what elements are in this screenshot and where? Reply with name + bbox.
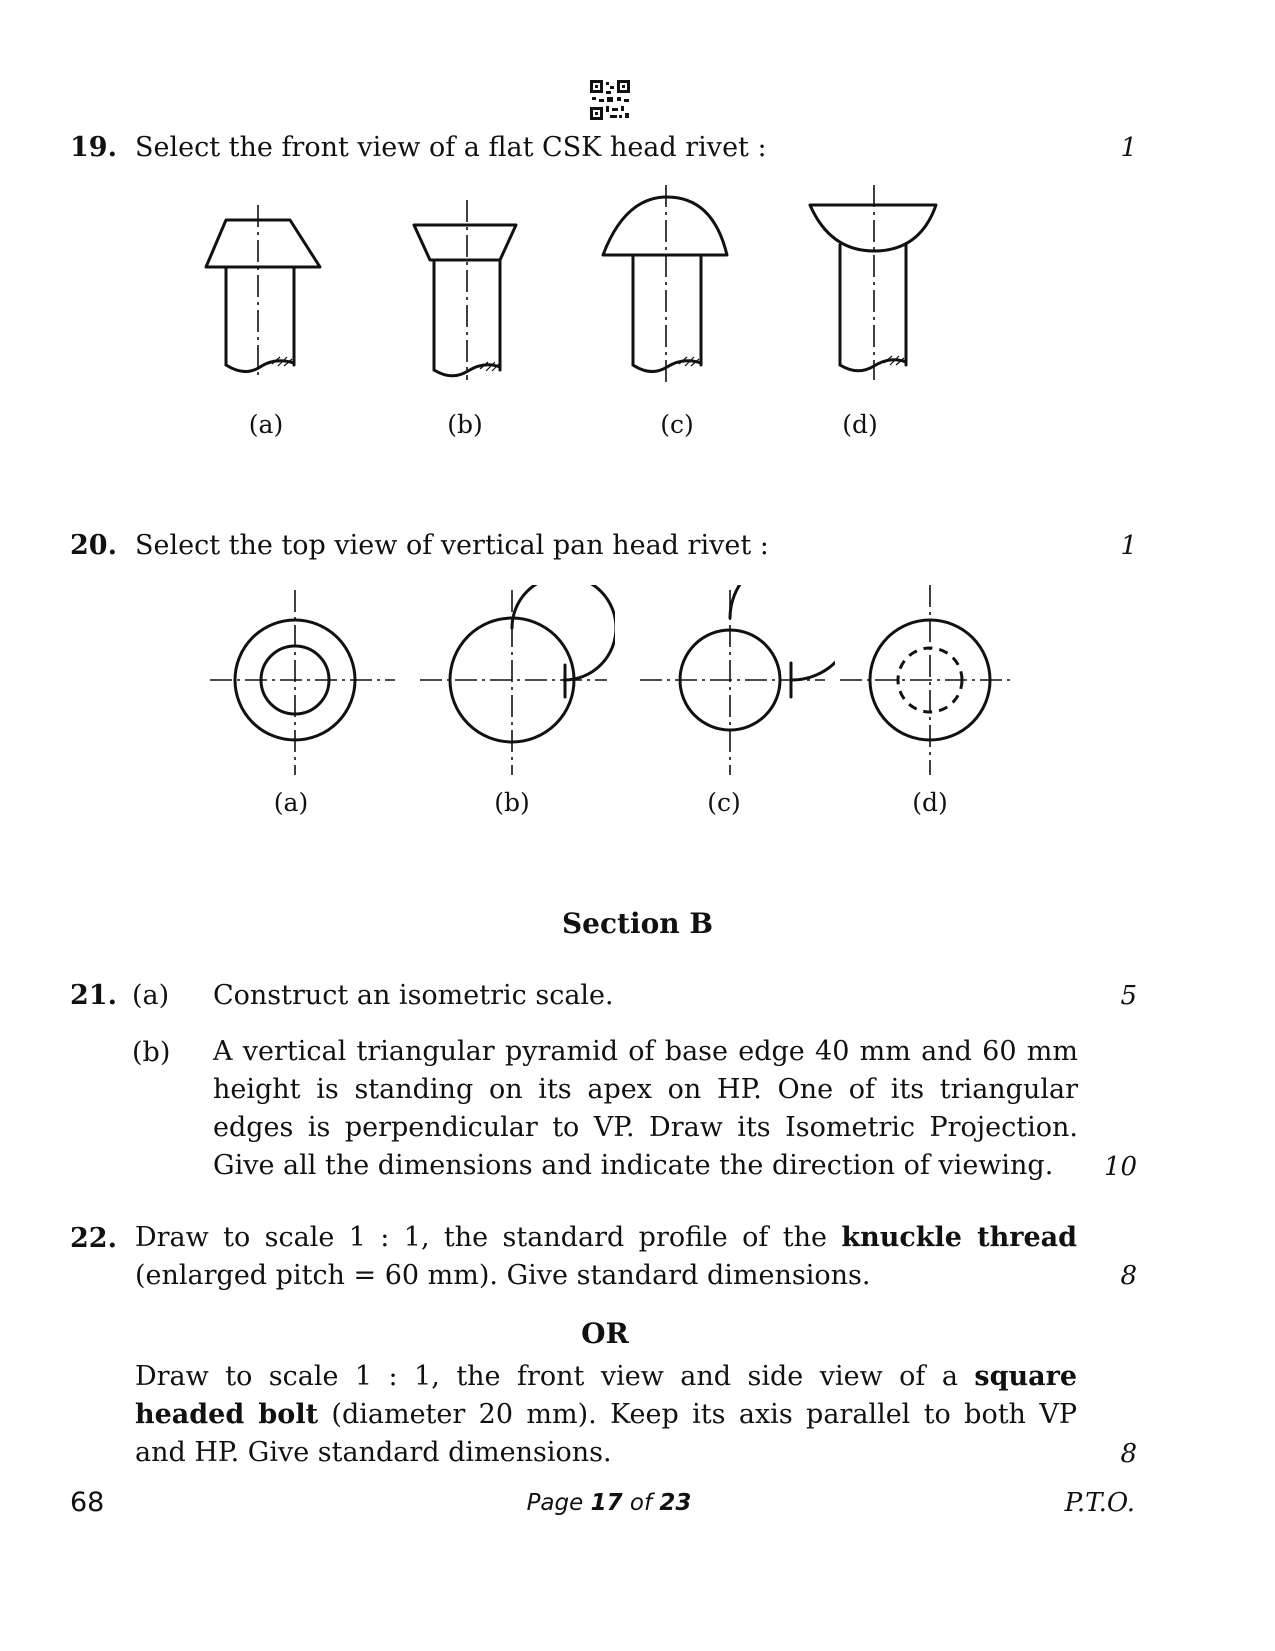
page-of: of	[622, 1490, 660, 1516]
or-separator: OR	[581, 1317, 629, 1350]
question-22-alternative-text	[135, 1358, 1077, 1472]
question-22-bold-term: knuckle thread	[841, 1222, 1077, 1253]
question-21a-label: (a)	[132, 980, 170, 1011]
question-22-marks: 8	[1120, 1261, 1137, 1291]
question-19-option-d-label: (d)	[842, 410, 878, 439]
question-22-alternative-marks: 8	[1120, 1439, 1137, 1469]
rivet-front-view-option-a	[190, 185, 340, 385]
question-20-option-b-label: (b)	[494, 788, 530, 817]
rivet-top-view-option-b	[415, 585, 615, 780]
question-19-option-a-label: (a)	[248, 410, 284, 439]
question-19-option-b-label: (b)	[447, 410, 483, 439]
rivet-front-view-option-d	[800, 185, 950, 385]
question-22-text-part-2: (enlarged pitch = 60 mm). Give standard dimensions.	[135, 1260, 871, 1291]
question-20-number: 20.	[70, 530, 117, 561]
question-22-number: 22.	[70, 1223, 117, 1254]
question-21-number: 21.	[70, 980, 117, 1011]
rivet-front-view-option-b	[400, 185, 530, 385]
question-21a-marks: 5	[1120, 981, 1137, 1011]
rivet-top-view-option-a	[205, 585, 405, 780]
question-20-option-d-label: (d)	[912, 788, 948, 817]
question-21b-text: A vertical triangular pyramid of base edge 40 mm and 60 mm height is standing on its apex on HP. One of its triangular edges is perpendicular to VP. Draw its Isometric Projection. Give all the dimensions and indicate the direction of viewing.	[213, 1036, 1078, 1181]
question-22-alt-part-1: Draw to scale 1 : 1, the front view and side view of a	[135, 1361, 975, 1392]
question-20-text: Select the top view of vertical pan head rivet :	[135, 530, 769, 561]
rivet-top-view-option-c	[635, 585, 835, 780]
rivet-top-view-option-d	[835, 585, 1035, 780]
question-19-text: Select the front view of a flat CSK head rivet :	[135, 132, 767, 163]
paper-code: 68	[70, 1487, 105, 1518]
question-21a-text: Construct an isometric scale.	[213, 980, 614, 1011]
question-20-option-c-label: (c)	[707, 788, 741, 817]
qr-code	[590, 80, 630, 120]
pto-note: P.T.O.	[1064, 1488, 1135, 1518]
question-22-text-part-1: Draw to scale 1 : 1, the standard profile of the	[135, 1222, 842, 1253]
page-prefix: Page	[526, 1490, 591, 1516]
question-19-option-c-label: (c)	[660, 410, 694, 439]
question-21b-label: (b)	[132, 1037, 171, 1068]
question-22-alt-bold-term: square headed bolt	[135, 1361, 1077, 1430]
page-current: 17	[590, 1490, 623, 1516]
question-22-text	[135, 1219, 1077, 1295]
question-19-number: 19.	[70, 132, 117, 163]
question-21b-marks: 10	[1103, 1152, 1137, 1182]
question-19-marks: 1	[1120, 133, 1137, 163]
question-22-alt-part-2: (diameter 20 mm). Keep its axis parallel to both VP and HP. Give standard dimensions.	[135, 1399, 1077, 1468]
rivet-front-view-option-c	[595, 185, 745, 390]
question-20-option-a-label: (a)	[273, 788, 309, 817]
question-20-marks: 1	[1120, 531, 1137, 561]
page-total: 23	[659, 1490, 692, 1516]
section-b-heading: Section B	[561, 907, 714, 940]
